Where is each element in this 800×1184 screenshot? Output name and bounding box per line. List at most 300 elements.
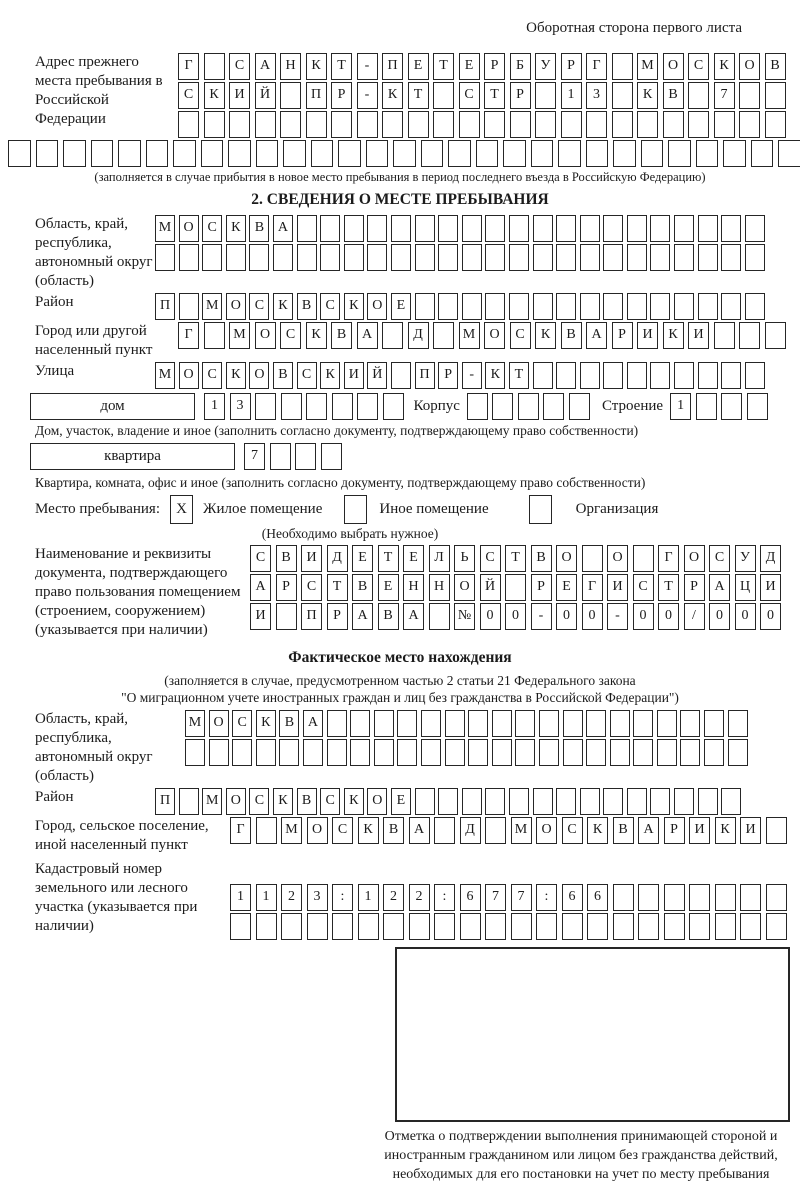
char-cell[interactable]: И <box>689 817 710 844</box>
char-cell[interactable] <box>582 545 603 572</box>
char-cell[interactable]: Р <box>510 82 531 109</box>
char-cell[interactable] <box>311 140 334 167</box>
char-cell[interactable] <box>558 140 581 167</box>
char-cell[interactable] <box>415 244 435 271</box>
char-cell[interactable]: Т <box>658 574 679 601</box>
char-cell[interactable] <box>613 140 636 167</box>
char-cell[interactable] <box>721 215 741 242</box>
char-cell[interactable] <box>415 215 435 242</box>
char-cell[interactable]: М <box>229 322 250 349</box>
char-cell[interactable]: 7 <box>511 884 532 911</box>
char-cell[interactable]: А <box>273 215 293 242</box>
char-cell[interactable] <box>580 293 600 320</box>
char-cell[interactable] <box>421 710 441 737</box>
char-cell[interactable]: Ц <box>735 574 756 601</box>
char-cell[interactable]: С <box>202 215 222 242</box>
char-cell[interactable] <box>485 788 505 815</box>
char-cell[interactable] <box>344 215 364 242</box>
char-cell[interactable] <box>627 293 647 320</box>
char-cell[interactable] <box>321 443 342 470</box>
char-cell[interactable] <box>586 111 607 138</box>
char-cell[interactable]: 1 <box>358 884 379 911</box>
char-cell[interactable]: Г <box>658 545 679 572</box>
char-cell[interactable] <box>280 111 301 138</box>
char-cell[interactable] <box>704 739 724 766</box>
char-cell[interactable] <box>603 293 623 320</box>
char-cell[interactable]: Т <box>331 53 352 80</box>
char-cell[interactable] <box>434 817 455 844</box>
char-cell[interactable] <box>485 293 505 320</box>
char-cell[interactable] <box>569 393 590 420</box>
char-cell[interactable] <box>668 140 691 167</box>
char-cell[interactable] <box>657 710 677 737</box>
char-cell[interactable] <box>201 140 224 167</box>
char-cell[interactable]: О <box>607 545 628 572</box>
char-cell[interactable] <box>433 322 454 349</box>
char-cell[interactable] <box>539 739 559 766</box>
char-cell[interactable]: О <box>556 545 577 572</box>
char-cell[interactable] <box>586 739 606 766</box>
char-cell[interactable]: О <box>209 710 229 737</box>
char-cell[interactable] <box>603 362 623 389</box>
char-cell[interactable] <box>728 710 748 737</box>
char-cell[interactable] <box>367 215 387 242</box>
char-cell[interactable] <box>438 788 458 815</box>
char-cell[interactable]: Г <box>178 322 199 349</box>
char-cell[interactable] <box>484 111 505 138</box>
char-cell[interactable]: Р <box>327 603 348 630</box>
char-cell[interactable] <box>637 111 658 138</box>
char-cell[interactable]: Е <box>459 53 480 80</box>
char-cell[interactable]: 1 <box>561 82 582 109</box>
char-cell[interactable]: Р <box>664 817 685 844</box>
char-cell[interactable] <box>698 293 718 320</box>
char-cell[interactable] <box>650 215 670 242</box>
char-cell[interactable] <box>535 82 556 109</box>
char-cell[interactable]: И <box>229 82 250 109</box>
char-cell[interactable] <box>462 788 482 815</box>
char-cell[interactable]: В <box>352 574 373 601</box>
char-cell[interactable] <box>232 739 252 766</box>
char-cell[interactable] <box>587 913 608 940</box>
char-cell[interactable]: Л <box>429 545 450 572</box>
char-cell[interactable]: А <box>357 322 378 349</box>
char-cell[interactable] <box>721 393 742 420</box>
char-cell[interactable] <box>202 244 222 271</box>
char-cell[interactable] <box>723 140 746 167</box>
char-cell[interactable] <box>374 710 394 737</box>
char-cell[interactable] <box>612 82 633 109</box>
char-cell[interactable] <box>510 111 531 138</box>
char-cell[interactable] <box>580 362 600 389</box>
char-cell[interactable]: В <box>249 215 269 242</box>
char-cell[interactable]: Е <box>408 53 429 80</box>
char-cell[interactable] <box>338 140 361 167</box>
char-cell[interactable]: 0 <box>505 603 526 630</box>
char-cell[interactable]: Р <box>331 82 352 109</box>
char-cell[interactable] <box>276 603 297 630</box>
char-cell[interactable]: С <box>562 817 583 844</box>
char-cell[interactable]: К <box>226 215 246 242</box>
char-cell[interactable]: Е <box>403 545 424 572</box>
char-cell[interactable] <box>255 393 276 420</box>
actual-city-row[interactable] <box>230 817 787 844</box>
korpus-row[interactable] <box>467 393 590 420</box>
char-cell[interactable]: 0 <box>480 603 501 630</box>
char-cell[interactable] <box>543 393 564 420</box>
char-cell[interactable] <box>664 884 685 911</box>
char-cell[interactable] <box>778 140 800 167</box>
char-cell[interactable]: Р <box>684 574 705 601</box>
char-cell[interactable]: К <box>358 817 379 844</box>
char-cell[interactable]: И <box>344 362 364 389</box>
char-cell[interactable] <box>627 244 647 271</box>
char-cell[interactable]: О <box>739 53 760 80</box>
char-cell[interactable] <box>173 140 196 167</box>
char-cell[interactable] <box>539 710 559 737</box>
char-cell[interactable] <box>586 140 609 167</box>
char-cell[interactable]: Ь <box>454 545 475 572</box>
char-cell[interactable] <box>765 82 786 109</box>
char-cell[interactable]: О <box>454 574 475 601</box>
char-cell[interactable]: Р <box>484 53 505 80</box>
char-cell[interactable] <box>408 111 429 138</box>
char-cell[interactable]: О <box>684 545 705 572</box>
char-cell[interactable]: В <box>279 710 299 737</box>
char-cell[interactable]: 3 <box>230 393 251 420</box>
char-cell[interactable]: К <box>485 362 505 389</box>
char-cell[interactable]: В <box>663 82 684 109</box>
char-cell[interactable] <box>531 140 554 167</box>
char-cell[interactable]: К <box>382 82 403 109</box>
char-cell[interactable] <box>562 913 583 940</box>
char-cell[interactable]: 0 <box>633 603 654 630</box>
char-cell[interactable] <box>745 215 765 242</box>
char-cell[interactable] <box>344 244 364 271</box>
char-cell[interactable] <box>650 244 670 271</box>
char-cell[interactable]: Е <box>391 788 411 815</box>
char-cell[interactable]: М <box>185 710 205 737</box>
char-cell[interactable] <box>256 140 279 167</box>
char-cell[interactable] <box>663 111 684 138</box>
char-cell[interactable] <box>751 140 774 167</box>
actual-region-row-1[interactable] <box>185 710 748 737</box>
char-cell[interactable]: Й <box>367 362 387 389</box>
char-cell[interactable] <box>689 884 710 911</box>
char-cell[interactable] <box>179 293 199 320</box>
char-cell[interactable] <box>366 140 389 167</box>
char-cell[interactable]: М <box>155 215 175 242</box>
char-cell[interactable]: О <box>226 293 246 320</box>
char-cell[interactable]: А <box>303 710 323 737</box>
char-cell[interactable] <box>688 111 709 138</box>
char-cell[interactable]: 1 <box>204 393 225 420</box>
char-cell[interactable] <box>448 140 471 167</box>
char-cell[interactable] <box>283 140 306 167</box>
char-cell[interactable] <box>468 739 488 766</box>
char-cell[interactable] <box>229 111 250 138</box>
char-cell[interactable] <box>556 293 576 320</box>
char-cell[interactable] <box>485 913 506 940</box>
char-cell[interactable] <box>650 788 670 815</box>
char-cell[interactable] <box>155 244 175 271</box>
char-cell[interactable]: Г <box>582 574 603 601</box>
char-cell[interactable] <box>603 215 623 242</box>
char-cell[interactable] <box>586 710 606 737</box>
char-cell[interactable] <box>256 739 276 766</box>
char-cell[interactable]: С <box>301 574 322 601</box>
char-cell[interactable]: 7 <box>714 82 735 109</box>
char-cell[interactable]: А <box>586 322 607 349</box>
char-cell[interactable] <box>460 913 481 940</box>
char-cell[interactable] <box>204 111 225 138</box>
char-cell[interactable] <box>766 913 787 940</box>
char-cell[interactable] <box>657 739 677 766</box>
char-cell[interactable] <box>393 140 416 167</box>
char-cell[interactable]: С <box>320 788 340 815</box>
char-cell[interactable] <box>228 140 251 167</box>
char-cell[interactable]: С <box>250 545 271 572</box>
char-cell[interactable] <box>391 215 411 242</box>
char-cell[interactable]: О <box>367 788 387 815</box>
char-cell[interactable]: 1 <box>230 884 251 911</box>
char-cell[interactable] <box>503 140 526 167</box>
char-cell[interactable] <box>8 140 31 167</box>
char-cell[interactable]: № <box>454 603 475 630</box>
char-cell[interactable] <box>320 215 340 242</box>
char-cell[interactable] <box>374 739 394 766</box>
char-cell[interactable] <box>633 545 654 572</box>
char-cell[interactable] <box>580 244 600 271</box>
char-cell[interactable] <box>511 913 532 940</box>
char-cell[interactable] <box>556 215 576 242</box>
char-cell[interactable]: 1 <box>256 884 277 911</box>
char-cell[interactable]: Г <box>586 53 607 80</box>
house-box-label[interactable]: дом <box>30 393 195 420</box>
char-cell[interactable] <box>680 710 700 737</box>
district-row[interactable] <box>155 293 765 320</box>
char-cell[interactable] <box>509 788 529 815</box>
char-cell[interactable] <box>118 140 141 167</box>
char-cell[interactable]: К <box>587 817 608 844</box>
char-cell[interactable]: А <box>250 574 271 601</box>
char-cell[interactable]: Т <box>327 574 348 601</box>
char-cell[interactable]: С <box>510 322 531 349</box>
char-cell[interactable] <box>382 111 403 138</box>
char-cell[interactable]: С <box>232 710 252 737</box>
char-cell[interactable]: С <box>709 545 730 572</box>
char-cell[interactable] <box>563 710 583 737</box>
char-cell[interactable]: 0 <box>658 603 679 630</box>
char-cell[interactable]: Т <box>505 545 526 572</box>
char-cell[interactable]: Р <box>438 362 458 389</box>
char-cell[interactable]: С <box>688 53 709 80</box>
char-cell[interactable] <box>766 817 787 844</box>
char-cell[interactable]: М <box>637 53 658 80</box>
char-cell[interactable] <box>664 913 685 940</box>
char-cell[interactable]: К <box>637 82 658 109</box>
char-cell[interactable]: Г <box>230 817 251 844</box>
char-cell[interactable] <box>438 293 458 320</box>
char-cell[interactable] <box>613 913 634 940</box>
char-cell[interactable] <box>270 443 291 470</box>
document-row-3[interactable] <box>250 603 781 630</box>
char-cell[interactable]: О <box>663 53 684 80</box>
char-cell[interactable] <box>433 111 454 138</box>
char-cell[interactable]: 0 <box>582 603 603 630</box>
char-cell[interactable]: К <box>714 53 735 80</box>
char-cell[interactable] <box>230 913 251 940</box>
char-cell[interactable]: И <box>740 817 761 844</box>
char-cell[interactable] <box>728 739 748 766</box>
char-cell[interactable]: С <box>249 788 269 815</box>
char-cell[interactable] <box>36 140 59 167</box>
char-cell[interactable] <box>397 710 417 737</box>
char-cell[interactable]: В <box>276 545 297 572</box>
char-cell[interactable]: А <box>255 53 276 80</box>
char-cell[interactable]: С <box>480 545 501 572</box>
char-cell[interactable] <box>740 913 761 940</box>
char-cell[interactable] <box>350 739 370 766</box>
apartment-number-row[interactable] <box>244 443 342 470</box>
char-cell[interactable]: О <box>179 215 199 242</box>
char-cell[interactable] <box>179 788 199 815</box>
char-cell[interactable]: П <box>155 788 175 815</box>
char-cell[interactable] <box>766 884 787 911</box>
char-cell[interactable] <box>674 244 694 271</box>
char-cell[interactable] <box>492 710 512 737</box>
char-cell[interactable] <box>350 710 370 737</box>
char-cell[interactable] <box>476 140 499 167</box>
char-cell[interactable]: Е <box>556 574 577 601</box>
char-cell[interactable] <box>563 739 583 766</box>
char-cell[interactable]: С <box>459 82 480 109</box>
char-cell[interactable]: 0 <box>709 603 730 630</box>
char-cell[interactable] <box>327 710 347 737</box>
char-cell[interactable]: М <box>155 362 175 389</box>
char-cell[interactable] <box>445 739 465 766</box>
char-cell[interactable] <box>533 788 553 815</box>
char-cell[interactable] <box>178 111 199 138</box>
char-cell[interactable]: П <box>382 53 403 80</box>
char-cell[interactable] <box>91 140 114 167</box>
char-cell[interactable]: Й <box>255 82 276 109</box>
char-cell[interactable] <box>397 739 417 766</box>
char-cell[interactable] <box>696 393 717 420</box>
char-cell[interactable]: К <box>535 322 556 349</box>
char-cell[interactable]: 7 <box>485 884 506 911</box>
char-cell[interactable] <box>650 362 670 389</box>
char-cell[interactable]: Б <box>510 53 531 80</box>
char-cell[interactable]: : <box>332 884 353 911</box>
char-cell[interactable]: - <box>531 603 552 630</box>
char-cell[interactable]: Т <box>509 362 529 389</box>
char-cell[interactable] <box>306 111 327 138</box>
char-cell[interactable]: Р <box>531 574 552 601</box>
char-cell[interactable]: 6 <box>587 884 608 911</box>
char-cell[interactable]: С <box>332 817 353 844</box>
cadastral-row-2[interactable] <box>230 913 787 940</box>
char-cell[interactable] <box>409 913 430 940</box>
char-cell[interactable]: К <box>306 322 327 349</box>
char-cell[interactable]: М <box>511 817 532 844</box>
char-cell[interactable] <box>63 140 86 167</box>
char-cell[interactable]: А <box>638 817 659 844</box>
char-cell[interactable]: Д <box>408 322 429 349</box>
char-cell[interactable]: : <box>536 884 557 911</box>
char-cell[interactable] <box>739 82 760 109</box>
char-cell[interactable] <box>674 788 694 815</box>
char-cell[interactable]: С <box>202 362 222 389</box>
char-cell[interactable]: К <box>204 82 225 109</box>
char-cell[interactable]: Т <box>484 82 505 109</box>
char-cell[interactable] <box>445 710 465 737</box>
char-cell[interactable]: К <box>256 710 276 737</box>
char-cell[interactable]: П <box>301 603 322 630</box>
char-cell[interactable] <box>704 710 724 737</box>
checkbox-organization[interactable] <box>529 495 552 524</box>
char-cell[interactable] <box>509 293 529 320</box>
char-cell[interactable] <box>721 244 741 271</box>
char-cell[interactable]: А <box>709 574 730 601</box>
char-cell[interactable] <box>714 111 735 138</box>
char-cell[interactable] <box>505 574 526 601</box>
char-cell[interactable] <box>462 244 482 271</box>
char-cell[interactable] <box>415 788 435 815</box>
char-cell[interactable]: Е <box>352 545 373 572</box>
char-cell[interactable]: : <box>434 884 455 911</box>
char-cell[interactable] <box>745 362 765 389</box>
char-cell[interactable]: С <box>320 293 340 320</box>
house-number-row[interactable] <box>204 393 404 420</box>
char-cell[interactable] <box>358 913 379 940</box>
char-cell[interactable] <box>715 913 736 940</box>
char-cell[interactable] <box>638 913 659 940</box>
char-cell[interactable]: С <box>297 362 317 389</box>
char-cell[interactable]: К <box>273 293 293 320</box>
char-cell[interactable] <box>535 111 556 138</box>
char-cell[interactable] <box>536 913 557 940</box>
char-cell[interactable] <box>297 215 317 242</box>
char-cell[interactable] <box>295 443 316 470</box>
char-cell[interactable] <box>467 393 488 420</box>
char-cell[interactable] <box>613 884 634 911</box>
char-cell[interactable]: А <box>403 603 424 630</box>
char-cell[interactable]: 2 <box>281 884 302 911</box>
char-cell[interactable] <box>721 788 741 815</box>
char-cell[interactable] <box>739 111 760 138</box>
char-cell[interactable]: М <box>202 293 222 320</box>
char-cell[interactable] <box>273 244 293 271</box>
char-cell[interactable] <box>357 111 378 138</box>
char-cell[interactable] <box>696 140 719 167</box>
char-cell[interactable] <box>249 244 269 271</box>
char-cell[interactable] <box>721 293 741 320</box>
apartment-box-label[interactable]: квартира <box>30 443 235 470</box>
char-cell[interactable]: К <box>226 362 246 389</box>
char-cell[interactable]: О <box>367 293 387 320</box>
char-cell[interactable] <box>610 710 630 737</box>
char-cell[interactable] <box>533 362 553 389</box>
char-cell[interactable]: И <box>607 574 628 601</box>
char-cell[interactable] <box>383 393 404 420</box>
char-cell[interactable] <box>492 393 513 420</box>
checkbox-residential[interactable]: X <box>170 495 193 524</box>
char-cell[interactable] <box>331 111 352 138</box>
char-cell[interactable] <box>698 244 718 271</box>
char-cell[interactable] <box>638 884 659 911</box>
char-cell[interactable]: 6 <box>562 884 583 911</box>
